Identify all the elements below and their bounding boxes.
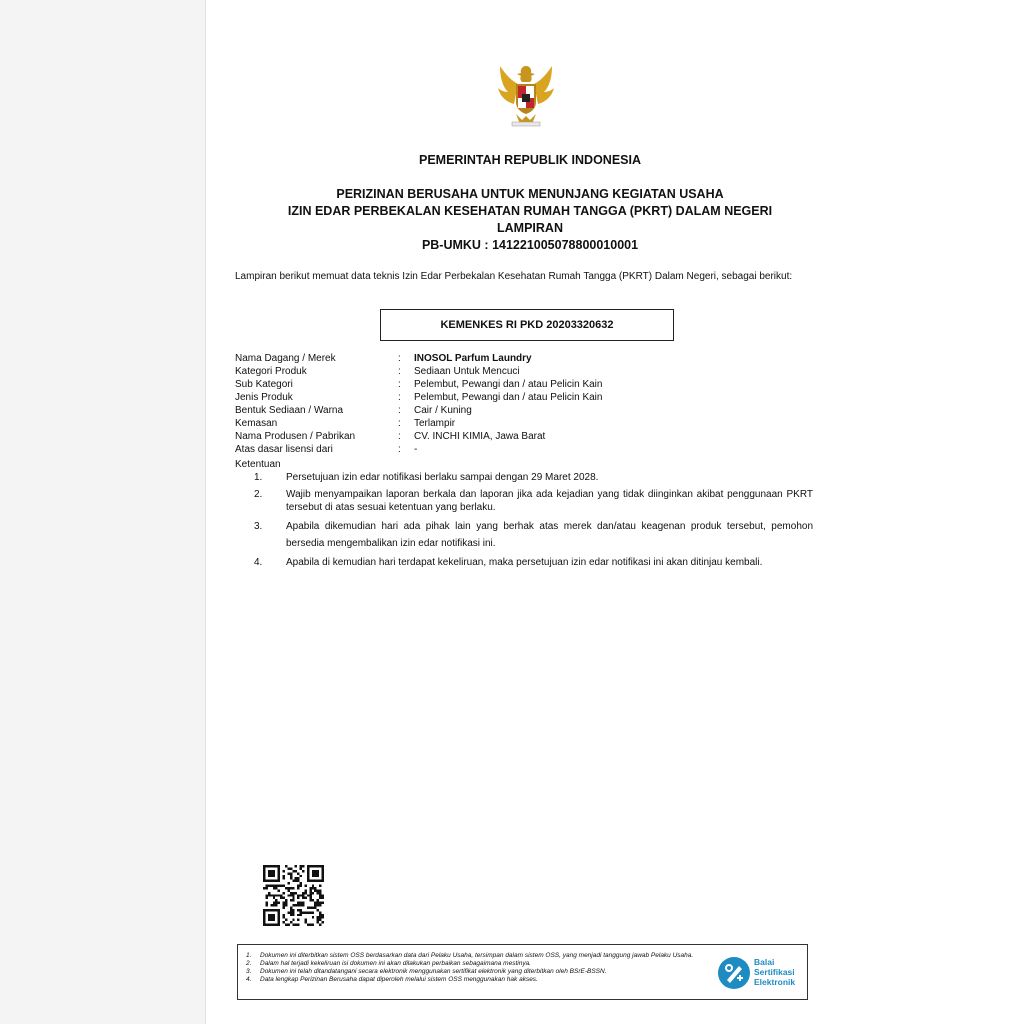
detail-label: Jenis Produk xyxy=(235,392,293,403)
note-text: Dalam hal terjadi kekeliruan isi dokumen ini akan dilakukan perbaikan sebagaimana mestinya. xyxy=(260,960,531,967)
footer-note xyxy=(246,960,706,968)
detail-label: Kemasan xyxy=(235,418,278,429)
footer-notes xyxy=(246,952,706,984)
detail-row xyxy=(235,378,815,391)
note-text: Dokumen ini telah ditandatangani secara elektronik menggunakan sertifikat elektronik yang diterbitkan oleh BSrE-BSSN. xyxy=(260,968,607,975)
bsre-line-2: Sertifikasi xyxy=(754,967,795,977)
list-item xyxy=(235,488,813,514)
ketentuan-label: Ketentuan xyxy=(235,459,281,470)
detail-colon: : xyxy=(398,418,401,429)
detail-row xyxy=(235,417,815,430)
item-text: Apabila dikemudian hari ada pihak lain yang berhak atas merek dan/atau keagenan produk tersebut, pemohon bersedia mengembalikan izin edar notifikasi ini. xyxy=(286,521,813,549)
item-text: Persetujuan izin edar notifikasi berlaku sampai dengan 29 Maret 2028. xyxy=(286,472,599,483)
detail-row xyxy=(235,352,815,365)
pb-umku-number: PB-UMKU : 141221005078800010001 xyxy=(421,238,639,252)
detail-colon: : xyxy=(398,353,401,364)
qr-code-icon xyxy=(263,865,324,926)
note-text: Data lengkap Perizinan Berusaha dapat diperoleh melalui sistem OSS menggunakan hak akses. xyxy=(260,976,538,983)
detail-row xyxy=(235,443,815,456)
intro-paragraph: Lampiran berikut memuat data teknis Izin Edar Perbekalan Kesehatan Rumah Tangga (PKRT) Dalam Negeri, sebagai berikut: xyxy=(235,271,793,282)
product-details xyxy=(235,352,815,456)
title-line-1: PERIZINAN BERUSAHA UNTUK MENUNJANG KEGIATAN USAHA xyxy=(336,187,724,201)
detail-label: Nama Dagang / Merek xyxy=(235,353,336,364)
detail-value: Cair / Kuning xyxy=(414,405,472,416)
detail-label: Nama Produsen / Pabrikan xyxy=(235,431,356,442)
item-text: Apabila di kemudian hari terdapat kekeliruan, maka persetujuan izin edar notifikasi ini akan ditinjau kembali. xyxy=(286,557,763,568)
detail-label: Kategori Produk xyxy=(235,366,307,377)
list-item xyxy=(235,518,813,552)
item-number: 1. xyxy=(254,472,263,483)
government-heading: PEMERINTAH REPUBLIK INDONESIA xyxy=(418,153,641,167)
footer-note xyxy=(246,976,706,984)
detail-value: Pelembut, Pewangi dan / atau Pelicin Kain xyxy=(414,379,603,390)
item-number: 4. xyxy=(254,557,263,568)
item-text: Wajib menyampaikan laporan berkala dan laporan jika ada kejadian yang tidak diinginkan akibat penggunaan PKRT tersebut di atas sesuai ketentuan yang berlaku. xyxy=(286,489,813,513)
bsre-logo-icon xyxy=(717,956,751,990)
registration-number-box: KEMENKES RI PKD 20203320632 xyxy=(380,309,674,341)
detail-colon: : xyxy=(398,405,401,416)
note-number: 2. xyxy=(246,960,252,967)
detail-colon: : xyxy=(398,366,401,377)
detail-colon: : xyxy=(398,444,401,455)
detail-colon: : xyxy=(398,379,401,390)
garuda-pancasila-emblem xyxy=(492,62,560,130)
item-number: 3. xyxy=(254,521,263,532)
list-item xyxy=(235,471,813,484)
detail-value: CV. INCHI KIMIA, Jawa Barat xyxy=(414,431,546,442)
detail-label: Bentuk Sediaan / Warna xyxy=(235,405,344,416)
bsre-line-1: Balai xyxy=(754,957,775,967)
detail-label: Atas dasar lisensi dari xyxy=(235,444,333,455)
detail-row xyxy=(235,430,815,443)
item-number: 2. xyxy=(254,489,263,500)
note-number: 3. xyxy=(246,968,252,975)
note-number: 1. xyxy=(246,952,252,959)
footer-note xyxy=(246,952,706,960)
detail-value: - xyxy=(414,444,418,455)
note-number: 4. xyxy=(246,976,252,983)
detail-row xyxy=(235,404,815,417)
bsre-line-3: Elektronik xyxy=(754,977,796,987)
detail-colon: : xyxy=(398,431,401,442)
footer-note xyxy=(246,968,706,976)
bsre-logo-text xyxy=(754,957,810,987)
list-item xyxy=(235,556,813,569)
footer-box xyxy=(237,944,808,1000)
detail-row xyxy=(235,391,815,404)
detail-colon: : xyxy=(398,392,401,403)
note-text: Dokumen ini diterbitkan sistem OSS berdasarkan data dari Pelaku Usaha, tersimpan dalam sistem OSS, yang menjadi tanggung jawab Pelaku Usaha. xyxy=(260,952,694,959)
ketentuan-list xyxy=(235,471,813,573)
detail-value: Pelembut, Pewangi dan / atau Pelicin Kain xyxy=(414,392,603,403)
detail-value: Sediaan Untuk Mencuci xyxy=(414,366,520,377)
detail-row xyxy=(235,365,815,378)
detail-value: INOSOL Parfum Laundry xyxy=(414,353,532,364)
title-line-3: LAMPIRAN xyxy=(497,221,563,235)
detail-label: Sub Kategori xyxy=(235,379,293,390)
title-line-2: IZIN EDAR PERBEKALAN KESEHATAN RUMAH TANGGA (PKRT) DALAM NEGERI xyxy=(287,204,773,218)
detail-value: Terlampir xyxy=(414,418,456,429)
